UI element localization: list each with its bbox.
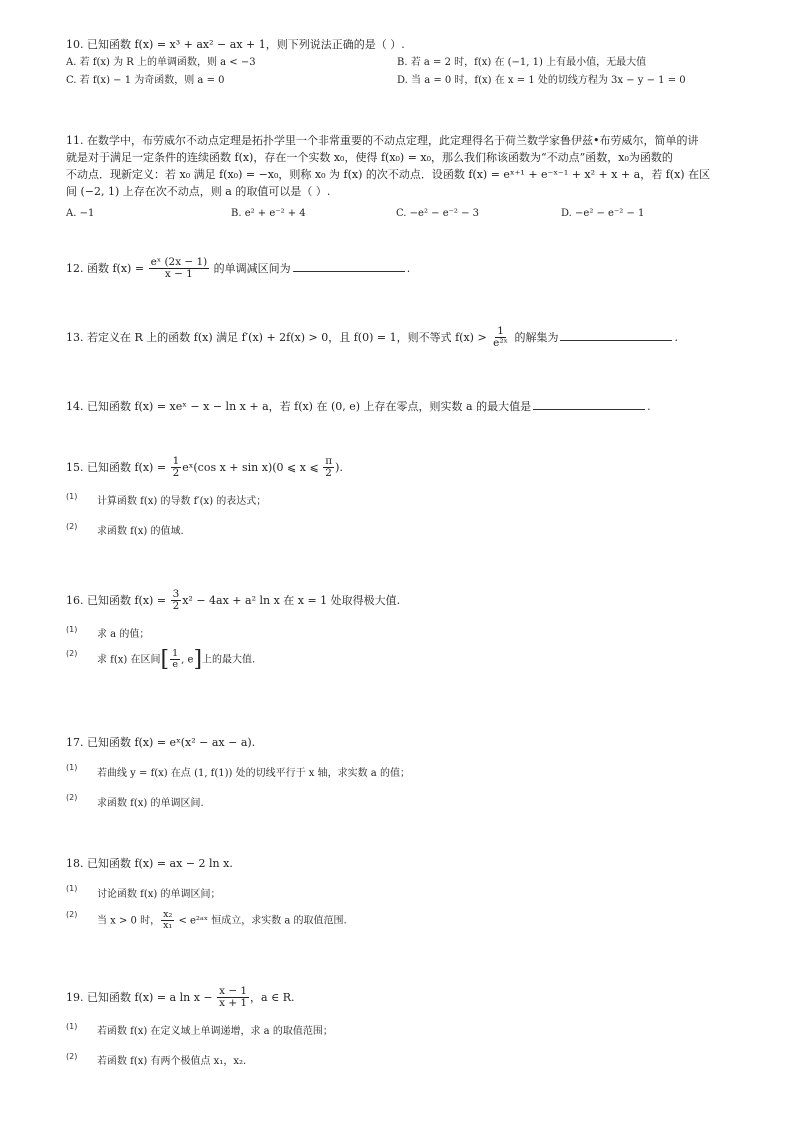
question-stem <box>66 986 736 1010</box>
sub-question-text: 计算函数 f(x) 的导数 f′(x) 的表达式； <box>97 496 267 508</box>
question-stem: 10. 已知函数 f(x) = x³ + ax² − ax + 1，则下列说法正确的是（ ）. <box>66 38 405 51</box>
sub-text: 上的最大值. <box>202 654 256 666</box>
sub-question-number: (2) <box>66 793 78 802</box>
sub-question-number: (1) <box>66 884 78 893</box>
fraction-denominator: 2 <box>172 467 180 480</box>
option-d: D. −e² − e⁻² − 1 <box>561 208 645 219</box>
fraction-denominator: e²ˣ <box>493 337 508 350</box>
question-15 <box>66 456 736 538</box>
sub-question <box>66 1022 736 1038</box>
question-stem <box>66 456 736 480</box>
question-stem-line: 就是对于满足一定条件的连续函数 f(x)，存在一个实数 x₀，使得 f(x₀) = x₀，那么我们称该函数为“不动点”函数，x₀为函数的 <box>66 151 673 164</box>
question-18 <box>66 855 736 932</box>
question-17 <box>66 734 736 809</box>
option-b: B. 若 a = 2 时，f(x) 在 (−1, 1) 上有最小值，无最大值 <box>397 57 647 68</box>
fraction <box>217 986 249 1010</box>
option-d: D. 当 a = 0 时，f(x) 在 x = 1 处的切线方程为 3x − y − 1 = 0 <box>397 75 686 86</box>
option-c: C. 若 f(x) − 1 为奇函数，则 a = 0 <box>66 75 225 86</box>
question-stem <box>66 398 736 415</box>
fraction-numerator: 3 <box>172 588 180 600</box>
fraction-numerator: eˣ (2x − 1) <box>150 256 208 268</box>
fraction-denominator: 2 <box>325 467 332 480</box>
sub-question <box>66 763 736 779</box>
fraction <box>161 910 174 932</box>
sub-question-number: (1) <box>66 763 78 772</box>
stem-end: . <box>406 261 411 275</box>
fraction-numerator: x₂ <box>163 909 173 920</box>
stem-text: ，a ∈ R. <box>250 990 295 1004</box>
sub-question-text: 若函数 f(x) 在定义域上单调递增，求 a 的取值范围； <box>97 1026 333 1038</box>
fraction-denominator: e <box>172 659 178 671</box>
options-grid <box>66 54 736 90</box>
question-stem: 18. 已知函数 f(x) = ax − 2 ln x. <box>66 857 233 870</box>
sub-question-number: (2) <box>66 1051 78 1061</box>
sub-question <box>66 646 736 672</box>
option-b: B. e² + e⁻² + 4 <box>231 208 306 219</box>
fraction <box>171 456 182 480</box>
sub-question-number: (1) <box>66 491 78 501</box>
sub-question <box>66 910 736 932</box>
sub-question <box>66 1052 736 1068</box>
sub-question <box>66 625 736 641</box>
question-stem-line: 间 (−2, 1) 上存在次不动点，则 a 的取值可以是（ ）. <box>66 185 331 198</box>
fraction-denominator: x₁ <box>163 920 173 932</box>
question-stem <box>66 589 736 613</box>
question-stem: 17. 已知函数 f(x) = eˣ(x² − ax − a). <box>66 736 256 749</box>
sub-question-number: (1) <box>66 1021 78 1031</box>
sub-question-text: 若函数 f(x) 有两个极值点 x₁，x₂. <box>97 1056 247 1068</box>
fraction-numerator: 1 <box>172 455 180 467</box>
stem-text: 的单调减区间为 <box>210 261 291 275</box>
sub-question-number: (2) <box>66 910 78 919</box>
question-16 <box>66 589 736 671</box>
sub-question <box>66 522 736 538</box>
right-bracket: ] <box>193 646 203 672</box>
stem-text: x² − 4ax + a² ln x 在 x = 1 处取得极大值. <box>182 593 401 607</box>
sub-question-text: 讨论函数 f(x) 的单调区间； <box>97 888 221 900</box>
stem-text: 19. 已知函数 f(x) = a ln x − <box>66 990 217 1004</box>
answer-blank[interactable] <box>533 408 645 410</box>
sub-question-number: (1) <box>66 624 78 634</box>
sub-text: 当 x > 0 时， <box>97 915 161 927</box>
stem-end: . <box>674 330 678 344</box>
options-row <box>66 206 746 222</box>
fraction-numerator: π <box>325 455 333 467</box>
question-stem <box>66 257 736 281</box>
fraction-denominator: x + 1 <box>219 997 248 1010</box>
question-10 <box>66 36 736 90</box>
answer-blank[interactable] <box>293 270 405 272</box>
option-a: A. 若 f(x) 为 R 上的单调函数，则 a < −3 <box>66 57 256 68</box>
stem-text: 的解集为 <box>510 330 559 344</box>
sub-question-text: 求函数 f(x) 的值域. <box>97 526 184 538</box>
sub-text: , e <box>181 654 194 666</box>
question-stem-line: 不动点．现新定义：若 x₀ 满足 f(x₀) = −x₀，则称 x₀ 为 f(x) 的次不动点．设函数 f(x) = eˣ⁺¹ + e⁻ˣ⁻¹ + x² + x + a，若 f(x) 在区 <box>66 168 711 181</box>
fraction-numerator: x − 1 <box>219 985 248 997</box>
sub-question-text: 求函数 f(x) 的单调区间. <box>97 797 204 809</box>
question-11 <box>66 132 746 222</box>
question-14 <box>66 398 736 415</box>
stem-text: ). <box>335 460 343 474</box>
sub-text: < e²ᵃˣ 恒成立，求实数 a 的取值范围. <box>175 915 347 927</box>
stem-end: . <box>647 400 651 413</box>
sub-text: 求 f(x) 在区间 <box>97 654 161 666</box>
sub-question-number: (2) <box>66 648 78 658</box>
stem-text: 12. 函数 f(x) = <box>66 261 148 275</box>
stem-text: 15. 已知函数 f(x) = <box>66 460 170 474</box>
question-stem-line: 11. 在数学中，布劳威尔不动点定理是拓扑学里一个非常重要的不动点定理，此定理得名于荷兰数学家鲁伊兹•布劳威尔，简单的讲 <box>66 134 699 147</box>
sub-question <box>66 793 736 809</box>
question-19 <box>66 986 736 1068</box>
sub-question-text: 若曲线 y = f(x) 在点 (1, f(1)) 处的切线平行于 x 轴，求实数 a 的值； <box>97 767 410 779</box>
sub-question-text <box>97 910 347 932</box>
question-12 <box>66 257 736 281</box>
sub-question-text <box>97 646 256 672</box>
fraction <box>170 649 180 671</box>
sub-question-text: 求 a 的值； <box>97 629 150 641</box>
fraction <box>171 589 182 613</box>
fraction <box>149 257 210 281</box>
fraction-denominator: x − 1 <box>164 268 193 281</box>
fraction <box>491 326 510 350</box>
fraction <box>323 456 334 480</box>
sub-question-number: (2) <box>66 521 78 531</box>
option-c: C. −e² − e⁻² − 3 <box>396 208 479 219</box>
fraction-numerator: 1 <box>172 648 179 660</box>
fraction-numerator: 1 <box>497 325 504 337</box>
answer-blank[interactable] <box>560 339 672 341</box>
stem-text: 16. 已知函数 f(x) = <box>66 593 170 607</box>
sub-question <box>66 884 736 900</box>
fraction-denominator: 2 <box>172 600 180 613</box>
stem-text: eˣ(cos x + sin x)(0 ⩽ x ⩽ <box>182 460 323 474</box>
question-stem <box>66 326 736 350</box>
option-a: A. −1 <box>66 208 95 219</box>
question-13 <box>66 326 736 350</box>
sub-question <box>66 492 736 508</box>
stem-text: 13. 若定义在 R 上的函数 f(x) 满足 f′(x) + 2f(x) > 0，且 f(0) = 1，则不等式 f(x) > <box>66 330 491 344</box>
stem-text: 14. 已知函数 f(x) = xeˣ − x − ln x + a，若 f(x) 在 (0, e) 上存在零点，则实数 a 的最大值是 <box>66 400 532 413</box>
left-bracket: [ <box>160 646 170 672</box>
